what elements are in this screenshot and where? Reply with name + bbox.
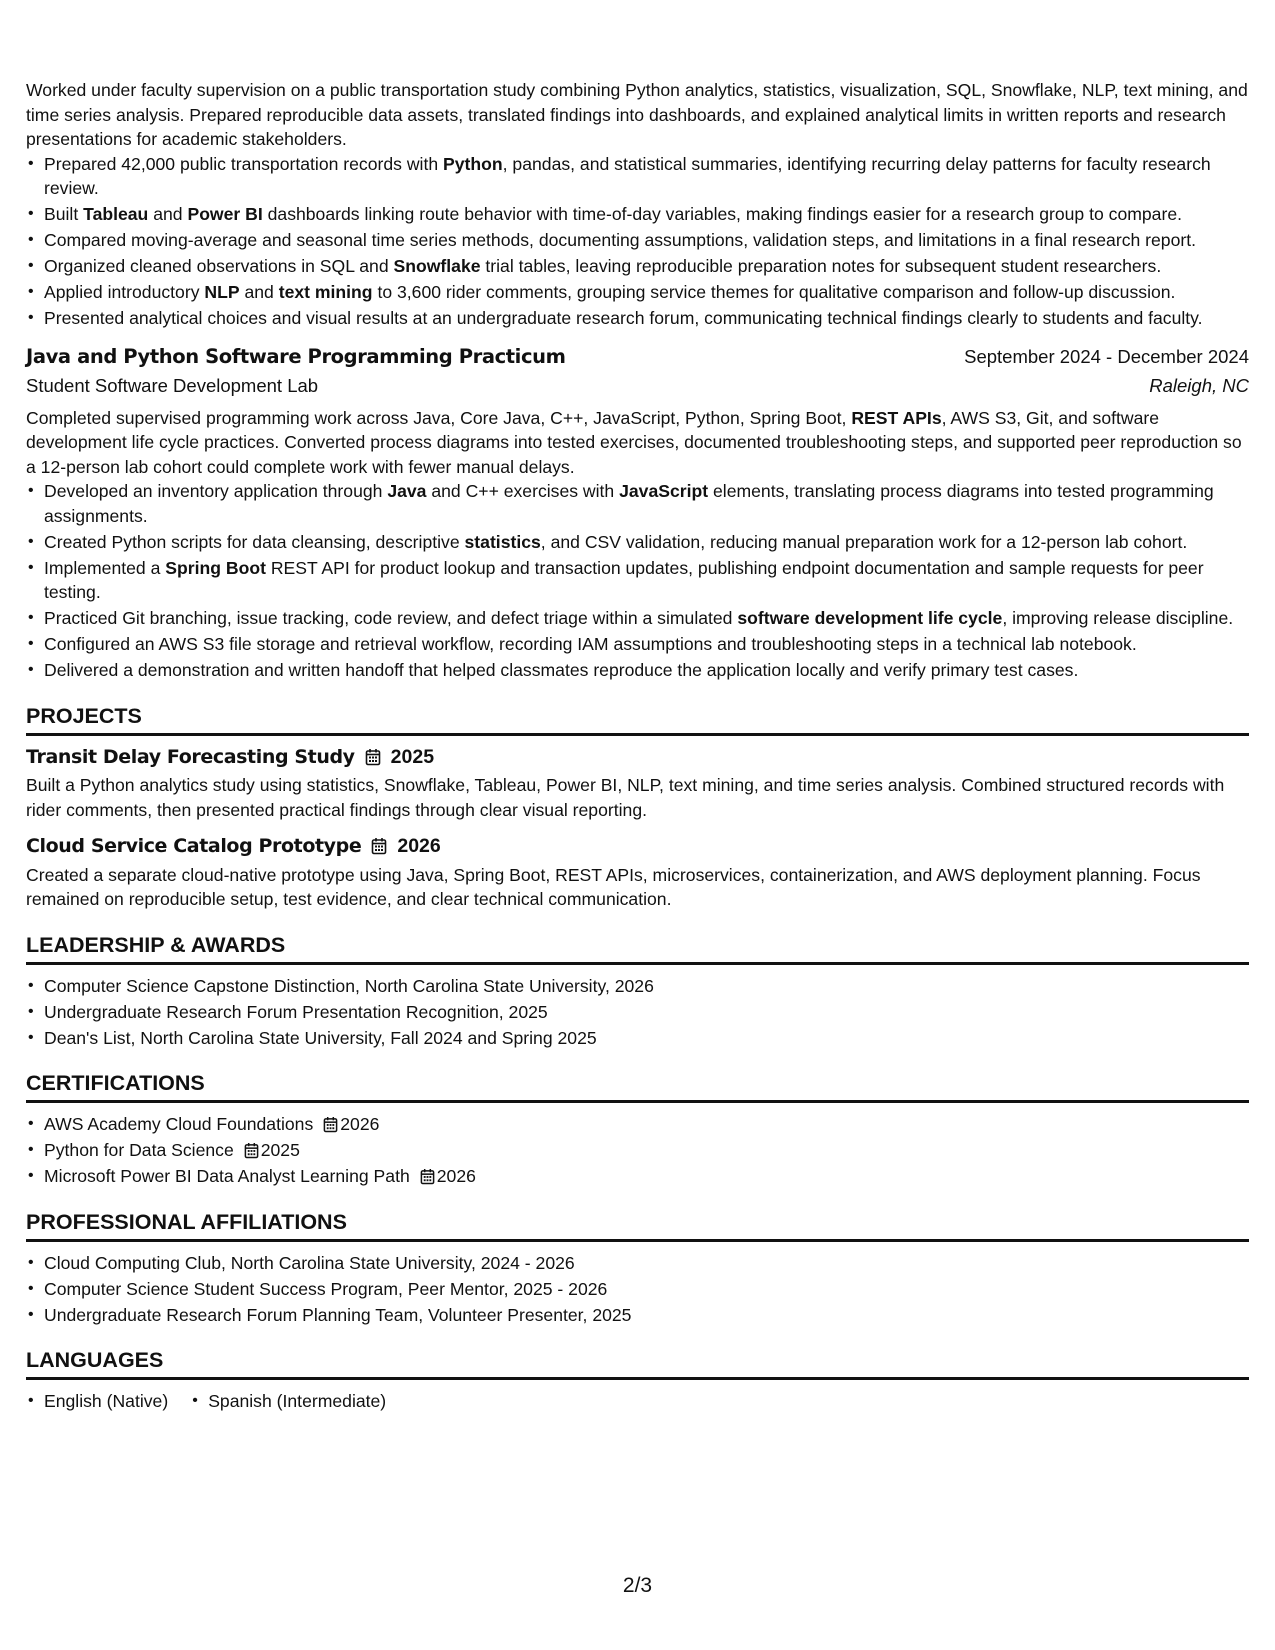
project-description: Built a Python analytics study using statistics, Snowflake, Tableau, Power BI, NLP, text mining, and time series analysis. Combined structured records with rider comments, then presented practical findings through clear visual reporting. [26, 775, 1225, 820]
practicum-summary: Completed supervised programming work across Java, Core Java, C++, JavaScript, Python, Spring Boot, REST APIs, AWS S3, Git, and software development life cycle practices. Converted process diagrams into tested exercises, documented troubleshooting steps, and supported peer reproduction so a 12-person lab cohort could complete work with fewer manual delays. [26, 407, 1242, 477]
section-heading: LEADERSHIP & AWARDS [26, 932, 1249, 965]
cert-name: Python for Data Science [44, 1140, 234, 1160]
calendar-icon [420, 1168, 435, 1185]
leadership-list [26, 974, 1249, 1051]
section-heading: CERTIFICATIONS [26, 1070, 1249, 1103]
cert-year: 2026 [436, 1166, 476, 1186]
practicum-subheader [26, 374, 1249, 399]
list-item: • Cloud Computing Club, North Carolina State University, 2024 - 2026 [26, 1251, 1249, 1276]
languages-section [26, 1347, 1249, 1415]
cert-year: 2025 [260, 1140, 300, 1160]
page-number: 2/3 [622, 1574, 653, 1597]
list-item: • Presented analytical choices and visual results at an undergraduate research forum, communicating technical findings clearly to students and faculty. [26, 306, 1249, 331]
research-summary: Worked under faculty supervision on a public transportation study combining Python analytics, statistics, visualization, SQL, Snowflake, NLP, text mining, and time series analysis. Prepared reproducible data assets, translated findings into dashboards, and explained analytical limits in written reports and research presentations for academic stakeholders. [26, 80, 1248, 149]
section-heading: LANGUAGES [26, 1347, 1249, 1380]
list-item: • Spanish (Intermediate) [190, 1389, 386, 1414]
projects-section [26, 703, 1249, 912]
practicum-org: Student Software Development Lab [26, 375, 319, 396]
project-header [26, 745, 1249, 770]
list-item: • Prepared 42,000 public transportation records with Python, pandas, and statistical summaries, identifying recurring delay patterns for faculty research review. [26, 152, 1249, 201]
certifications-list [26, 1112, 1249, 1189]
list-item: • Organized cleaned observations in SQL and Snowflake trial tables, leaving reproducible preparation notes for subsequent student researchers. [26, 254, 1249, 279]
research-bullets [26, 152, 1249, 331]
affiliations-section [26, 1209, 1249, 1328]
list-item [26, 1164, 1249, 1189]
project-title: Transit Delay Forecasting Study [26, 745, 355, 768]
list-item: • Computer Science Student Success Program, Peer Mentor, 2025 - 2026 [26, 1277, 1249, 1302]
section-heading: PROJECTS [26, 703, 1249, 736]
calendar-icon [244, 1142, 259, 1159]
cert-year: 2026 [340, 1114, 380, 1134]
affiliations-list [26, 1251, 1249, 1328]
practicum-header [26, 345, 1249, 370]
practicum-dates: September 2024 - December 2024 [964, 345, 1249, 367]
list-item: • Dean's List, North Carolina State University, Fall 2024 and Spring 2025 [26, 1026, 1249, 1051]
list-item: • Undergraduate Research Forum Planning Team, Volunteer Presenter, 2025 [26, 1303, 1249, 1328]
list-item: • Delivered a demonstration and written handoff that helped classmates reproduce the application locally and verify primary test cases. [26, 658, 1249, 683]
project-title: Cloud Service Catalog Prototype [26, 835, 362, 857]
list-item: • Computer Science Capstone Distinction, North Carolina State University, 2026 [26, 974, 1249, 999]
resume-page [26, 78, 1249, 1415]
project-year: 2025 [390, 745, 435, 768]
list-item: • English (Native) [26, 1389, 168, 1414]
list-item: • Applied introductory NLP and text mining to 3,600 rider comments, grouping service themes for qualitative comparison and follow-up discussion. [26, 280, 1249, 305]
list-item [26, 1112, 1249, 1137]
list-item: • Implemented a Spring Boot REST API for product lookup and transaction updates, publishing endpoint documentation and sample requests for peer testing. [26, 556, 1249, 605]
calendar-icon [365, 748, 381, 766]
practicum-title: Java and Python Software Programming Practicum [26, 344, 566, 368]
practicum-location: Raleigh, NC [1149, 375, 1249, 396]
certifications-section [26, 1070, 1249, 1189]
leadership-section [26, 932, 1249, 1051]
cert-name: AWS Academy Cloud Foundations [44, 1114, 314, 1134]
list-item: • Created Python scripts for data cleansing, descriptive statistics, and CSV validation, reducing manual preparation work for a 12-person lab cohort. [26, 530, 1249, 555]
cert-name: Microsoft Power BI Data Analyst Learning Path [44, 1166, 410, 1186]
project-year: 2026 [397, 835, 441, 857]
project-description: Created a separate cloud-native prototype using Java, Spring Boot, REST APIs, microservices, containerization, and AWS deployment planning. Focus remained on reproducible setup, test evidence, and clear technical communication. [26, 864, 1201, 909]
list-item: • Practiced Git branching, issue tracking, code review, and defect triage within a simulated software development life cycle, improving release discipline. [26, 606, 1249, 631]
practicum-bullets [26, 479, 1249, 683]
list-item: • Built Tableau and Power BI dashboards linking route behavior with time-of-day variables, making findings easier for a research group to compare. [26, 202, 1249, 227]
section-heading: PROFESSIONAL AFFILIATIONS [26, 1209, 1249, 1242]
languages-list [26, 1389, 1249, 1415]
calendar-icon [371, 837, 387, 855]
list-item [26, 1138, 1249, 1163]
list-item: • Configured an AWS S3 file storage and retrieval workflow, recording IAM assumptions and troubleshooting steps in a technical lab notebook. [26, 632, 1249, 657]
list-item: • Undergraduate Research Forum Presentation Recognition, 2025 [26, 1000, 1249, 1025]
list-item: • Compared moving-average and seasonal time series methods, documenting assumptions, validation steps, and limitations in a final research report. [26, 228, 1249, 253]
calendar-icon [323, 1116, 338, 1133]
project-header [26, 834, 1249, 859]
list-item: • Developed an inventory application through Java and C++ exercises with JavaScript elements, translating process diagrams into tested programming assignments. [26, 479, 1249, 528]
